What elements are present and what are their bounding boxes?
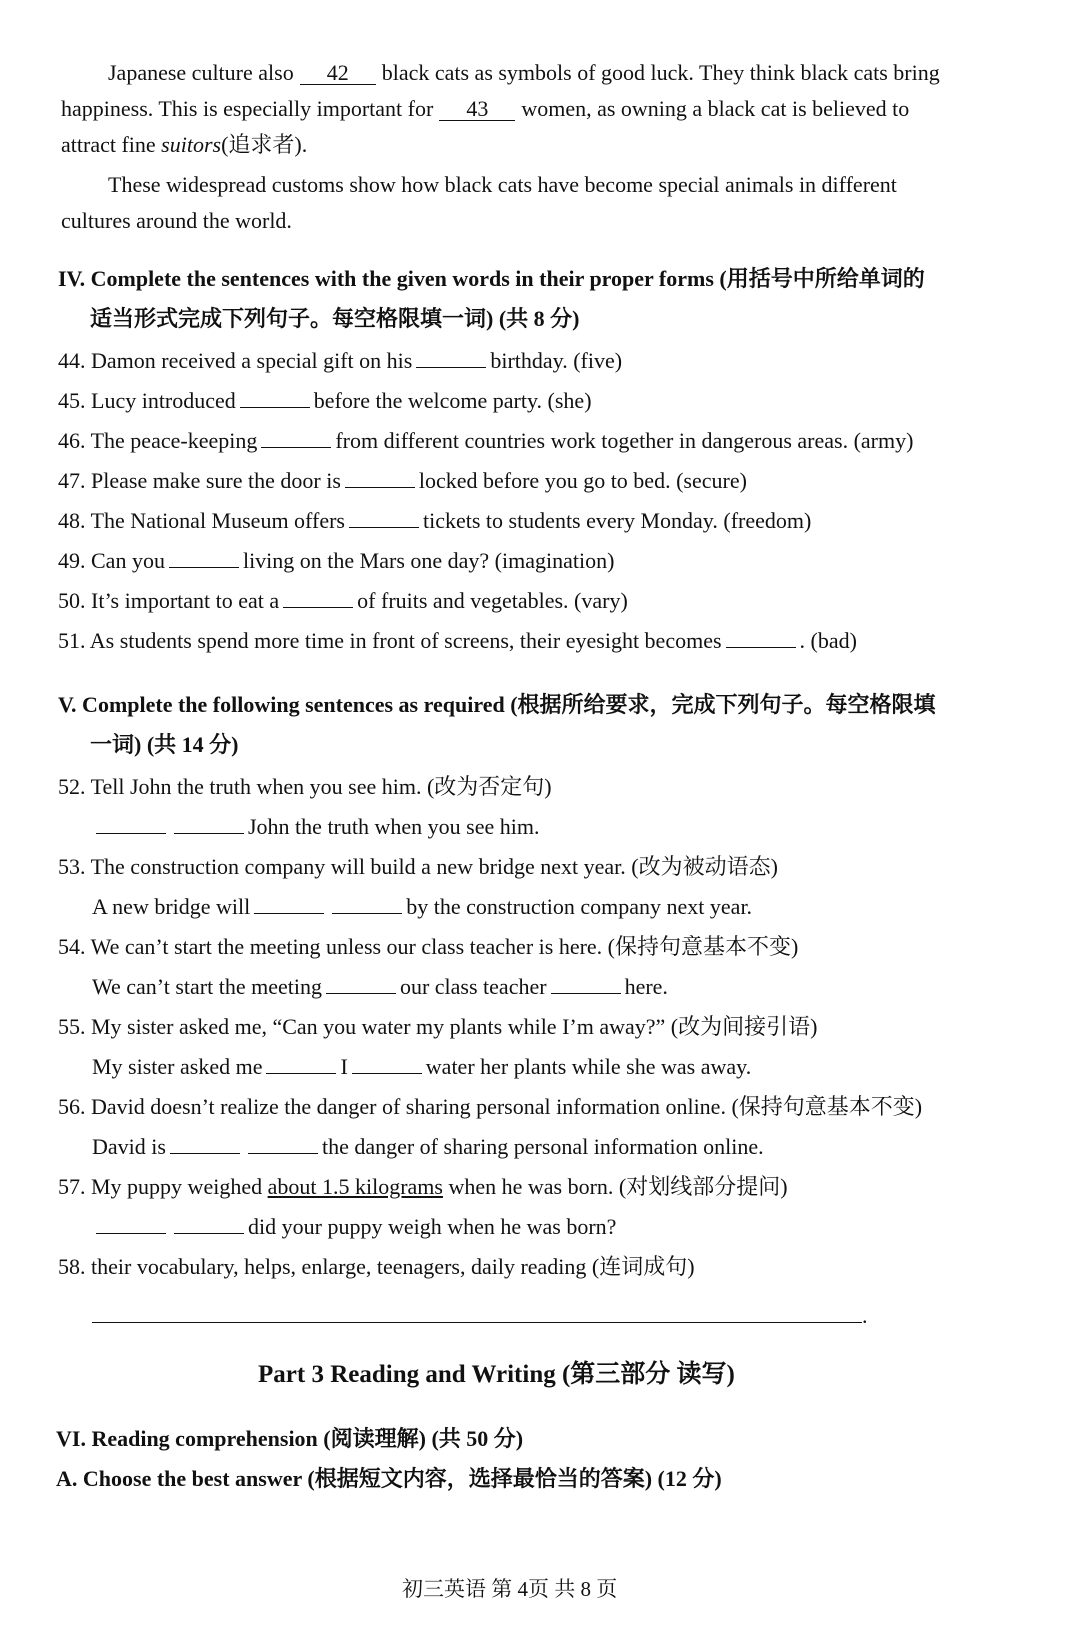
- question-44: 44. Damon received a special gift on his birthday. (five): [58, 348, 623, 373]
- answer-blank[interactable]: [96, 1213, 166, 1234]
- answer-blank[interactable]: [352, 1053, 422, 1074]
- question-57: 57. My puppy weighed about 1.5 kilograms when he was born. (对划线部分提问): [58, 1174, 788, 1199]
- answer-blank[interactable]: [174, 1213, 244, 1234]
- passage-line-3: attract fine suitors(追求者).: [61, 132, 308, 157]
- suitors-word: suitors: [161, 132, 222, 157]
- passage-line-4: These widespread customs show how black cats have become special animals in different: [108, 172, 897, 197]
- passage-line-2: happiness. This is especially important for 43 women, as owning a black cat is believed to: [61, 96, 910, 121]
- question-52: 52. Tell John the truth when you see him. (改为否定句): [58, 774, 552, 799]
- answer-blank[interactable]: [332, 893, 402, 914]
- section-5-heading: V. Complete the following sentences as required (根据所给要求，完成下列句子。每空格限填: [58, 692, 936, 717]
- answer-blank[interactable]: [240, 387, 310, 408]
- answer-blank[interactable]: [345, 467, 415, 488]
- answer-blank[interactable]: [170, 1133, 240, 1154]
- answer-blank[interactable]: [326, 973, 396, 994]
- section-6-heading: VI. Reading comprehension (阅读理解) (共 50 分): [56, 1426, 524, 1451]
- answer-blank[interactable]: [416, 347, 486, 368]
- question-50: 50. It’s important to eat a of fruits and vegetables. (vary): [58, 588, 628, 613]
- underlined-phrase: about 1.5 kilograms: [267, 1174, 443, 1199]
- question-47: 47. Please make sure the door is locked before you go to bed. (secure): [58, 468, 747, 493]
- question-49: 49. Can you living on the Mars one day? (imagination): [58, 548, 615, 573]
- answer-blank[interactable]: [254, 893, 324, 914]
- question-58: 58. their vocabulary, helps, enlarge, teenagers, daily reading (连词成句): [58, 1254, 695, 1279]
- question-54-answer: We can’t start the meeting our class teacher here.: [92, 974, 668, 999]
- question-55-answer: My sister asked me I water her plants while she was away.: [92, 1054, 752, 1079]
- answer-line[interactable]: [92, 1300, 862, 1323]
- blank-43: 43: [439, 98, 515, 121]
- question-53-answer: A new bridge will by the construction company next year.: [92, 894, 753, 919]
- question-54: 54. We can’t start the meeting unless our class teacher is here. (保持句意基本不变): [58, 934, 799, 959]
- passage-line-1: Japanese culture also 42 black cats as symbols of good luck. They think black cats bring: [108, 60, 940, 85]
- section-4-heading: IV. Complete the sentences with the given words in their proper forms (用括号中所给单词的: [58, 266, 925, 291]
- question-51: 51. As students spend more time in front of screens, their eyesight becomes . (bad): [58, 628, 857, 653]
- answer-blank[interactable]: [96, 813, 166, 834]
- question-56: 56. David doesn’t realize the danger of sharing personal information online. (保持句意基本不变): [58, 1094, 923, 1119]
- question-57-answer: did your puppy weigh when he was born?: [92, 1212, 616, 1242]
- question-58-answer: .: [92, 1300, 868, 1331]
- answer-blank[interactable]: [266, 1053, 336, 1074]
- question-52-answer: John the truth when you see him.: [92, 812, 539, 842]
- section-5-heading-cont: 一词) (共 14 分): [90, 732, 239, 757]
- section-a-heading: A. Choose the best answer (根据短文内容，选择最恰当的答案) (12 分): [56, 1466, 722, 1491]
- blank-42: 42: [300, 62, 376, 85]
- answer-blank[interactable]: [726, 627, 796, 648]
- section-4-heading-cont: 适当形式完成下列句子。每空格限填一词) (共 8 分): [90, 306, 580, 331]
- answer-blank[interactable]: [261, 427, 331, 448]
- page-footer: 初三英语 第 4页 共 8 页: [402, 1577, 618, 1601]
- part-3-title: Part 3 Reading and Writing (第三部分 读写): [258, 1361, 735, 1388]
- answer-blank[interactable]: [248, 1133, 318, 1154]
- question-48: 48. The National Museum offers tickets to students every Monday. (freedom): [58, 508, 812, 533]
- passage-line-5: cultures around the world.: [61, 208, 292, 233]
- answer-blank[interactable]: [174, 813, 244, 834]
- question-55: 55. My sister asked me, “Can you water my plants while I’m away?” (改为间接引语): [58, 1014, 818, 1039]
- answer-blank[interactable]: [283, 587, 353, 608]
- question-45: 45. Lucy introduced before the welcome party. (she): [58, 388, 592, 413]
- question-46: 46. The peace-keeping from different countries work together in dangerous areas. (army): [58, 428, 914, 453]
- answer-blank[interactable]: [349, 507, 419, 528]
- question-53: 53. The construction company will build a new bridge next year. (改为被动语态): [58, 854, 778, 879]
- answer-blank[interactable]: [169, 547, 239, 568]
- question-56-answer: David is the danger of sharing personal information online.: [92, 1134, 764, 1159]
- answer-blank[interactable]: [551, 973, 621, 994]
